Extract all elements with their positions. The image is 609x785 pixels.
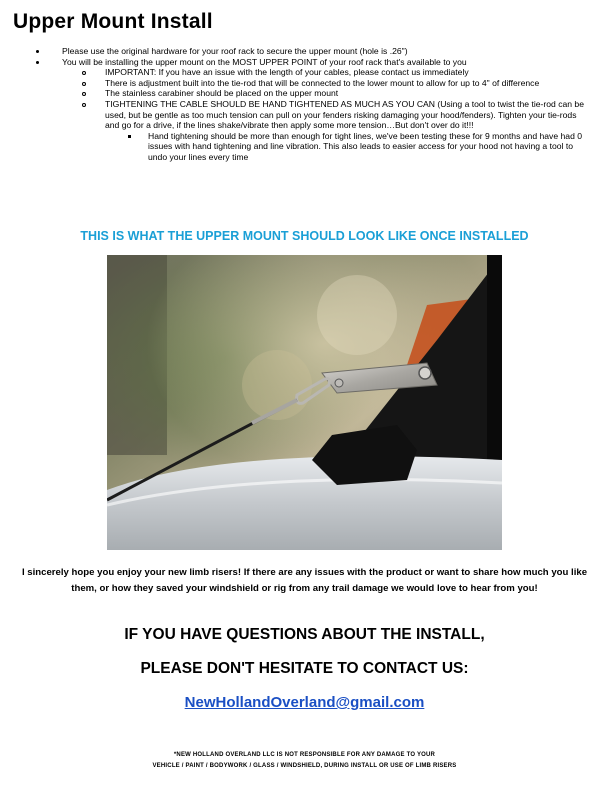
list-item (0, 57, 609, 68)
sub-list-item (0, 88, 609, 99)
disclaimer-line2: VEHICLE / PAINT / BODYWORK / GLASS / WINDSHIELD, DURING INSTALL OR USE OF LIMB RISERS (152, 763, 457, 769)
sub-sub-list-item (0, 131, 609, 163)
section-headline: THIS IS WHAT THE UPPER MOUNT SHOULD LOOK LIKE ONCE INSTALLED (80, 229, 529, 243)
bullet-circle-icon (81, 67, 87, 78)
contact-heading-line1: IF YOU HAVE QUESTIONS ABOUT THE INSTALL, (124, 626, 485, 643)
list-item-text: Hand tightening should be more than enough for tight lines, we've been testing these for 9 months and have had 0 issues with hand tightening and line vibration. This also leads to easier access for your hood not having a tool to undo your lines every time (148, 130, 583, 162)
page-title: Upper Mount Install (13, 10, 213, 33)
email-link[interactable]: NewHollandOverland@gmail.com (184, 694, 425, 711)
bullet-disc-icon (34, 46, 40, 57)
list-item-text: You will be installing the upper mount on the MOST UPPER POINT of your roof rack that's available to you (62, 56, 467, 67)
upper-mount-photo (107, 255, 502, 550)
list-item-text: TIGHTENING THE CABLE SHOULD BE HAND TIGHTENED AS MUCH AS YOU CAN (Using a tool to twist the tie-rod can be used, but be gentle as too much tension can pull on your fenders risking damaging your hood/fenders). Tighten your tie-rods and go for a drive, if the lines shake/vibrate then apply some more tension…But don't over do it!!! (105, 98, 584, 131)
list-item-text: The stainless carabiner should be placed on the upper mount (105, 88, 339, 99)
sub-list-item (0, 67, 609, 78)
bullet-circle-icon (81, 99, 87, 110)
list-item-text: Please use the original hardware for your roof rack to secure the upper mount (hole is .26") (62, 46, 408, 56)
list-item-text: There is adjustment built into the tie-rod that will be connected to the lower mount to allow for up to 4" of difference (105, 77, 540, 88)
sub-list-item (0, 99, 609, 131)
instruction-list (0, 46, 609, 163)
disclaimer-line1: *NEW HOLLAND OVERLAND LLC IS NOT RESPONSIBLE FOR ANY DAMAGE TO YOUR (173, 752, 436, 758)
bullet-circle-icon (81, 88, 87, 99)
sub-list-item (0, 78, 609, 89)
bullet-square-icon (126, 131, 132, 142)
thank-you-message: I sincerely hope you enjoy your new limb risers! If there are any issues with the product or want to share how much you like them, or how they saved your windshield or rig from any trail damage we would love to hear from you! (21, 567, 588, 594)
bullet-circle-icon (81, 78, 87, 89)
list-item (0, 46, 609, 57)
list-item-text: IMPORTANT: If you have an issue with the length of your cables, please contact us immediately (105, 67, 469, 78)
contact-heading-line2: PLEASE DON'T HESITATE TO CONTACT US: (140, 660, 469, 677)
bullet-disc-icon (34, 57, 40, 68)
